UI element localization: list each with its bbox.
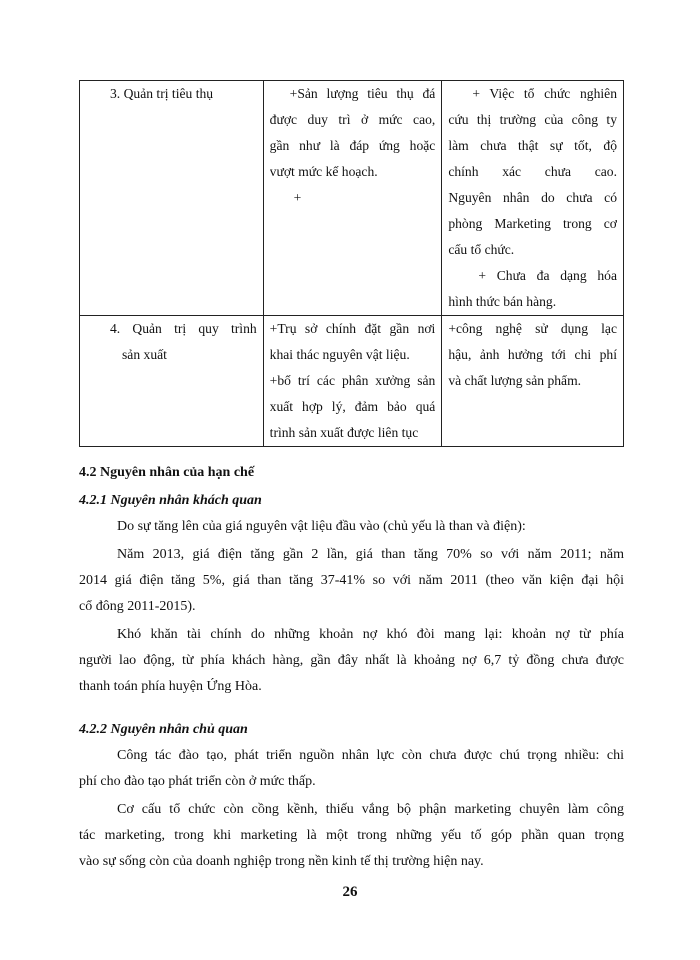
- cell-line: +Sản lượng tiêu thụ đá: [289, 86, 436, 101]
- cell-line: sản xuất: [122, 347, 167, 362]
- cell-line: cấu tổ chức.: [448, 242, 515, 257]
- table-cell-weaknesses: [442, 316, 624, 447]
- cell-line: +công nghệ sử dụng lạc: [448, 321, 617, 336]
- table-cell-category: [80, 81, 264, 316]
- paragraph-line: Công tác đào tạo, phát triển nguồn nhân lực còn chưa được chú trọng nhiều: chi: [117, 748, 624, 763]
- paragraph-line: người lao động, từ phía khách hàng, gần đây nhất là khoảng nợ 6,7 tỷ đồng chưa được: [79, 653, 624, 668]
- evaluation-table: [79, 80, 624, 447]
- cell-line: khai thác nguyên vật liệu.: [269, 347, 410, 362]
- paragraph-line: tác marketing, trong khi marketing là một trong những yếu tố góp phần quan trọng: [79, 828, 624, 843]
- paragraph-line: cổ đông 2011-2015).: [79, 599, 196, 614]
- cell-line: vượt mức kế hoạch.: [269, 164, 378, 179]
- paragraph: [79, 542, 624, 620]
- paragraph-line: Khó khăn tài chính do những khoản nợ khó đòi mang lại: khoản nợ từ phía: [117, 627, 624, 642]
- cell-line: được duy trì ở mức cao,: [269, 112, 436, 127]
- table-cell-category: [80, 316, 264, 447]
- table-row: [80, 316, 624, 447]
- cell-line: +Trụ sở chính đặt gần nơi: [269, 321, 436, 336]
- cell-line: 3. Quản trị tiêu thụ: [110, 86, 214, 101]
- cell-line: 4. Quản trị quy trình: [110, 321, 257, 336]
- cell-line: gần như là đáp ứng hoặc: [269, 138, 436, 153]
- cell-line: phòng Marketing trong cơ: [448, 216, 617, 231]
- cell-line: làm chưa thật sự tốt, độ: [448, 138, 617, 153]
- paragraph: [79, 797, 624, 875]
- table-cell-strengths: [263, 316, 442, 447]
- subsection-heading-subjective: 4.2.2 Nguyên nhân chủ quan: [79, 722, 248, 737]
- paragraph: [79, 514, 624, 540]
- paragraph-line: 2014 giá điện tăng 5%, giá than tăng 37-41% so với năm 2011 (theo văn kiện đại hội: [79, 573, 624, 588]
- cell-line: trình sản xuất được liên tục: [269, 425, 419, 440]
- cell-line: +: [293, 190, 302, 205]
- section-heading: 4.2 Nguyên nhân của hạn chế: [79, 465, 255, 480]
- page-number: 26: [342, 884, 358, 900]
- paragraph-line: vào sự sống còn của doanh nghiệp trong nền kinh tế thị trường hiện nay.: [79, 854, 484, 869]
- paragraph-line: Do sự tăng lên của giá nguyên vật liệu đầu vào (chủ yếu là than và điện):: [117, 519, 526, 534]
- cell-line: Nguyên nhân do chưa có: [448, 190, 617, 205]
- cell-line: và chất lượng sản phẩm.: [448, 373, 582, 388]
- subsection-heading-objective: 4.2.1 Nguyên nhân khách quan: [79, 493, 262, 508]
- cell-line: +bố trí các phân xưởng sản: [269, 373, 436, 388]
- cell-line: xuất hợp lý, đảm bảo quá: [269, 399, 436, 414]
- paragraph-line: Cơ cấu tổ chức còn cồng kềnh, thiếu vắng bộ phận marketing chuyên làm công: [117, 802, 624, 817]
- table-row: [80, 81, 624, 316]
- paragraph: [79, 622, 624, 700]
- paragraph-line: phí cho đào tạo phát triển còn ở mức thấp.: [79, 774, 316, 789]
- cell-line: hình thức bán hàng.: [448, 294, 557, 309]
- paragraph-line: Năm 2013, giá điện tăng gần 2 lần, giá than tăng 70% so với năm 2011; năm: [117, 547, 624, 562]
- paragraph: [79, 743, 624, 795]
- cell-line: chính xác chưa cao.: [448, 164, 617, 179]
- paragraph-line: thanh toán phía huyện Ứng Hòa.: [79, 679, 262, 694]
- table-cell-weaknesses: [442, 81, 624, 316]
- cell-line: + Việc tổ chức nghiên: [472, 86, 617, 101]
- table-cell-strengths: [263, 81, 442, 316]
- cell-line: cứu thị trường của công ty: [448, 112, 617, 127]
- cell-line: hậu, ảnh hưởng tới chi phí: [448, 347, 617, 362]
- cell-line: + Chưa đa dạng hóa: [478, 268, 617, 283]
